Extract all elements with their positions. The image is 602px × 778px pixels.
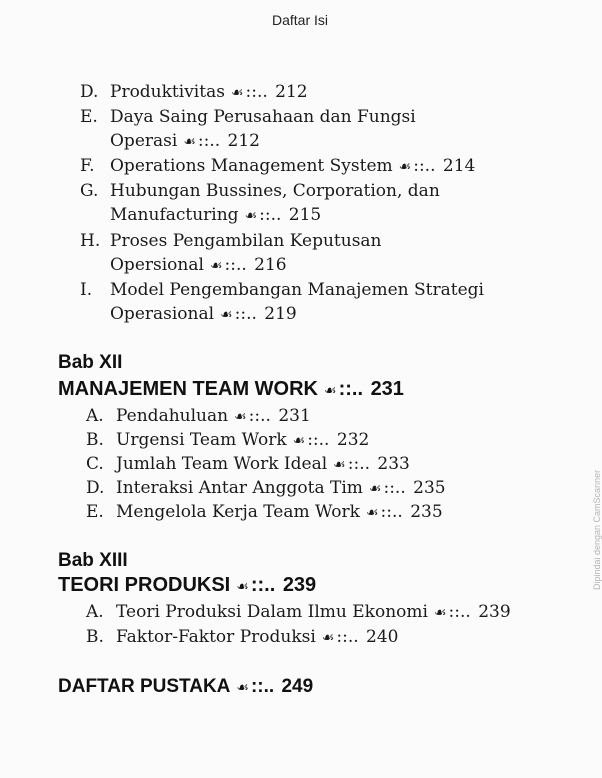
hand-pointer-icon: ☙ [236, 680, 249, 696]
chapter-xii-title[interactable] [58, 378, 404, 401]
toc-entry-i-continued[interactable] [110, 302, 297, 327]
toc-letter: A. [86, 602, 104, 622]
leader-dots: ::.. [448, 602, 471, 622]
leader-dots: ::.. [234, 304, 257, 324]
toc-text: Operasional [110, 304, 215, 324]
toc-page: 231 [278, 406, 311, 426]
toc-text: Model Pengembangan Manajemen Strategi [110, 280, 484, 300]
toc-letter: C. [86, 454, 104, 474]
leader-dots: ::.. [338, 378, 363, 400]
back-matter-page: 249 [281, 676, 314, 697]
toc-letter: H. [80, 231, 101, 251]
leader-dots: ::.. [250, 574, 276, 596]
toc-page: 212 [227, 131, 260, 151]
toc-text: Mengelola Kerja Team Work [116, 502, 360, 522]
leader-dots: ::.. [413, 156, 436, 176]
toc-page: 239 [478, 602, 511, 622]
toc-entry-e[interactable] [80, 105, 416, 129]
toc-entry-xii-e[interactable] [86, 500, 443, 525]
leader-dots: ::.. [336, 627, 359, 647]
toc-text: Manufacturing [110, 205, 239, 225]
toc-entry-xiii-a[interactable] [86, 600, 511, 625]
toc-page: 240 [366, 627, 399, 647]
toc-entry-xiii-b[interactable] [86, 625, 398, 650]
toc-page: 219 [264, 304, 297, 324]
hand-pointer-icon: ☙ [321, 630, 335, 646]
toc-letter: F. [80, 156, 95, 176]
leader-dots: ::.. [248, 406, 271, 426]
chapter-xiii-title[interactable] [58, 574, 316, 597]
chapter-xiii-label: Bab XIII [58, 550, 128, 571]
toc-entry-xii-a[interactable] [86, 404, 311, 429]
toc-entry-g[interactable] [80, 179, 440, 203]
toc-text: Interaksi Antar Anggota Tim [116, 478, 363, 498]
hand-pointer-icon: ☙ [209, 258, 223, 274]
toc-letter: E. [80, 107, 98, 127]
hand-pointer-icon: ☙ [365, 505, 379, 521]
hand-pointer-icon: ☙ [220, 307, 233, 323]
toc-letter: D. [86, 478, 105, 498]
toc-text: Hubungan Bussines, Corporation, dan [110, 181, 440, 201]
leader-dots: ::.. [347, 454, 370, 474]
leader-dots: ::.. [245, 82, 268, 102]
leader-dots: ::.. [380, 502, 403, 522]
leader-dots: ::.. [383, 478, 406, 498]
hand-pointer-icon: ☙ [368, 481, 382, 497]
toc-text: Operations Management System [110, 156, 393, 176]
leader-dots: ::.. [250, 676, 275, 697]
toc-text: Jumlah Team Work Ideal [116, 454, 328, 474]
toc-letter: B. [86, 430, 104, 450]
toc-page: 233 [377, 454, 410, 474]
hand-pointer-icon: ☙ [183, 134, 196, 150]
toc-letter: A. [86, 406, 104, 426]
toc-entry-h-continued[interactable] [110, 253, 287, 278]
leader-dots: ::.. [224, 255, 247, 275]
chapter-page: 239 [282, 574, 317, 596]
leader-dots: ::.. [259, 205, 282, 225]
toc-entry-xii-d[interactable] [86, 476, 446, 501]
toc-entry-i[interactable] [80, 278, 484, 302]
chapter-xii-label: Bab XII [58, 352, 123, 373]
toc-text: Faktor-Faktor Produksi [116, 627, 316, 647]
toc-text: Teori Produksi Dalam Ilmu Ekonomi [116, 602, 428, 622]
toc-entry-h[interactable] [80, 229, 382, 253]
toc-text: Daya Saing Perusahaan dan Fungsi [110, 107, 416, 127]
toc-page: 235 [410, 502, 443, 522]
toc-entry-e-continued[interactable] [110, 129, 260, 154]
toc-entry-xii-b[interactable] [86, 428, 369, 453]
toc-entry-xii-c[interactable] [86, 452, 410, 477]
toc-page: 212 [275, 82, 308, 102]
toc-letter: I. [80, 280, 93, 300]
hand-pointer-icon: ☙ [236, 579, 249, 595]
toc-letter: D. [80, 82, 99, 102]
toc-page: 232 [336, 430, 370, 450]
hand-pointer-icon: ☙ [398, 159, 412, 175]
daftar-pustaka[interactable] [58, 676, 313, 698]
toc-text: Proses Pengambilan Keputusan [110, 231, 382, 251]
toc-entry-d[interactable] [80, 80, 308, 105]
chapter-title-text: TEORI PRODUKSI [58, 574, 231, 596]
toc-page: 235 [413, 478, 446, 498]
scanner-watermark: Dipindai dengan CamScanner [592, 469, 602, 590]
toc-entry-f[interactable] [80, 154, 475, 179]
leader-dots: ::.. [307, 430, 330, 450]
toc-page: 216 [254, 255, 287, 275]
toc-letter: E. [86, 502, 104, 522]
back-matter-title: DAFTAR PUSTAKA [58, 676, 231, 697]
hand-pointer-icon: ☙ [230, 85, 244, 101]
toc-page: 215 [288, 205, 322, 225]
chapter-title-text: MANAJEMEN TEAM WORK [58, 378, 318, 400]
hand-pointer-icon: ☙ [234, 409, 247, 425]
hand-pointer-icon: ☙ [333, 457, 346, 473]
hand-pointer-icon: ☙ [292, 433, 306, 449]
chapter-page: 231 [370, 378, 404, 400]
toc-text: Urgensi Team Work [116, 430, 287, 450]
hand-pointer-icon: ☙ [324, 383, 337, 399]
toc-letter: B. [86, 627, 104, 647]
leader-dots: ::.. [197, 131, 221, 151]
running-head: Daftar Isi [271, 12, 328, 28]
toc-text: Pendahuluan [116, 406, 229, 426]
toc-text: Opersional [110, 255, 204, 275]
hand-pointer-icon: ☙ [244, 208, 258, 224]
toc-text: Operasi [110, 131, 178, 151]
toc-entry-g-continued[interactable] [110, 203, 321, 228]
hand-pointer-icon: ☙ [433, 605, 447, 621]
toc-text: Produktivitas [110, 82, 225, 102]
toc-letter: G. [80, 181, 99, 201]
toc-page: 214 [442, 156, 476, 176]
